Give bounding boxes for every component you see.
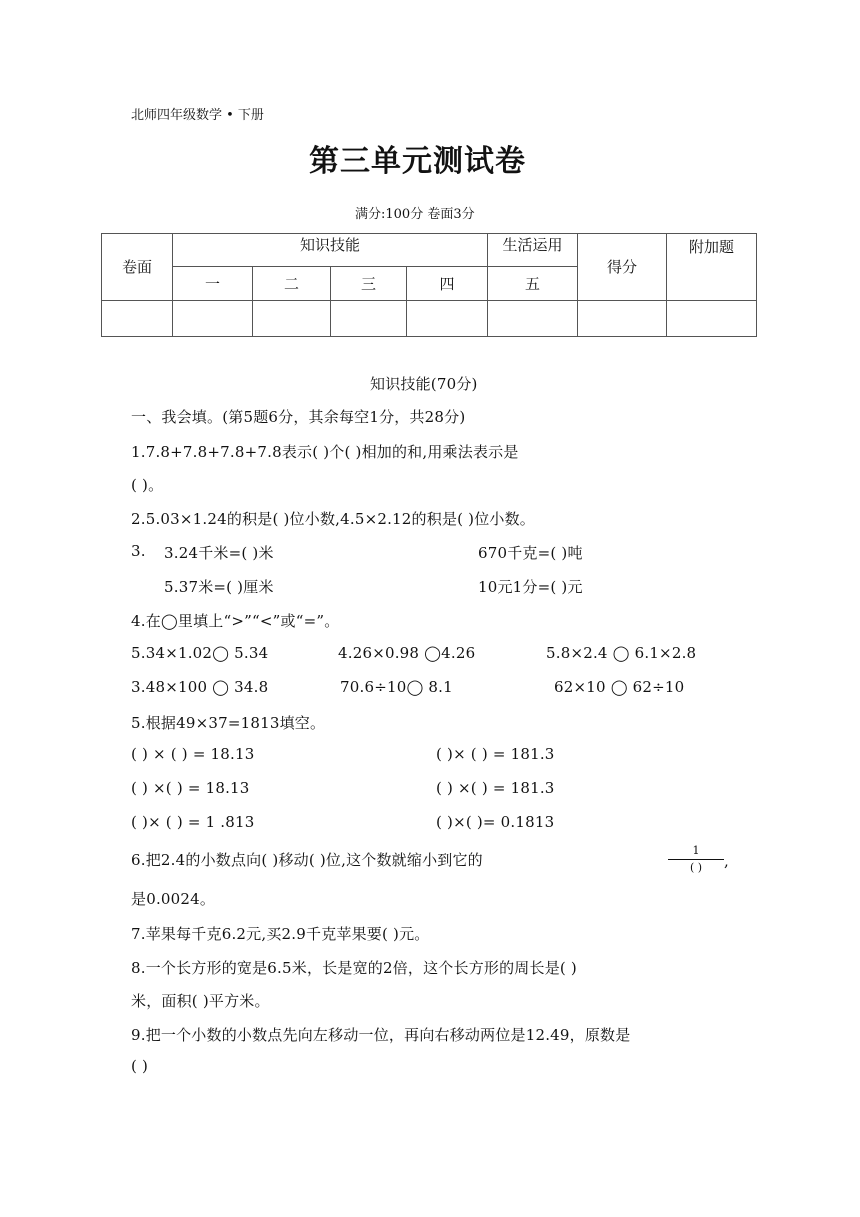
question-5f: ( )×( )= 0.1813 <box>436 813 555 831</box>
section-title: 知识技能(70分) <box>370 375 478 393</box>
score-cell[interactable] <box>407 300 488 336</box>
question-6-line-2: 是0.0024。 <box>131 890 216 908</box>
score-col-4: 四 <box>407 267 488 300</box>
question-4b: 4.26×0.98 ◯4.26 <box>338 644 476 662</box>
question-7: 7.苹果每千克6.2元,买2.9千克苹果要( )元。 <box>131 925 430 943</box>
question-5b: ( )× ( ) = 181.3 <box>436 745 555 763</box>
score-header-zhishi: 知识技能 <box>173 234 488 267</box>
question-4e: 70.6÷10◯ 8.1 <box>340 678 453 696</box>
score-table <box>101 233 757 337</box>
fraction-numerator: 1 <box>692 844 700 857</box>
score-header-shenghuo: 生活运用 <box>488 234 578 267</box>
part-heading: 一、我会填。(第5题6分，其余每空1分，共28分) <box>131 408 466 426</box>
question-1-line-2: ( )。 <box>131 476 164 494</box>
question-4d: 3.48×100 ◯ 34.8 <box>131 678 269 696</box>
score-header-juanmian: 卷面 <box>102 234 173 301</box>
score-cell[interactable] <box>173 300 253 336</box>
question-4c: 5.8×2.4 ◯ 6.1×2.8 <box>546 644 697 662</box>
question-9-line-2: ( ) <box>131 1057 149 1075</box>
question-5d: ( ) ×( ) = 181.3 <box>436 779 555 797</box>
score-cell[interactable] <box>488 300 578 336</box>
score-cell[interactable] <box>667 300 757 336</box>
question-6-fraction <box>668 844 724 874</box>
score-col-3: 三 <box>331 267 407 300</box>
score-info: 满分:100分 卷面3分 <box>355 207 475 222</box>
question-4: 4.在◯里填上“>”“<”或“=”。 <box>131 612 340 630</box>
page-title: 第三单元测试卷 <box>309 144 526 179</box>
fraction-denominator: ( ) <box>689 861 703 874</box>
series-label: 北师四年级数学 • 下册 <box>131 108 264 123</box>
question-8-line-1: 8.一个长方形的宽是6.5米，长是宽的2倍，这个长方形的周长是( ) <box>131 959 577 977</box>
fraction-bar <box>668 859 724 860</box>
question-3c: 5.37米=( )厘米 <box>164 578 274 596</box>
question-5e: ( )× ( ) = 1 .813 <box>131 813 255 831</box>
score-col-5: 五 <box>488 267 578 300</box>
question-5a: ( ) × ( ) = 18.13 <box>131 745 255 763</box>
question-4a: 5.34×1.02◯ 5.34 <box>131 644 269 662</box>
question-8-line-2: 米，面积( )平方米。 <box>131 992 270 1010</box>
question-1-line-1: 1.7.8+7.8+7.8+7.8表示( )个( )相加的和,用乘法表示是 <box>131 443 519 461</box>
question-9-line-1: 9.把一个小数的小数点先向左移动一位，再向右移动两位是12.49，原数是 <box>131 1026 631 1044</box>
score-header-fujia: 附加题 <box>667 234 757 301</box>
score-header-defen: 得分 <box>578 234 667 301</box>
question-5: 5.根据49×37=1813填空。 <box>131 714 326 732</box>
score-cell[interactable] <box>331 300 407 336</box>
question-5c: ( ) ×( ) = 18.13 <box>131 779 250 797</box>
question-3a: 3.24千米=( )米 <box>164 544 274 562</box>
score-col-1: 一 <box>173 267 253 300</box>
question-3d: 10元1分=( )元 <box>478 578 583 596</box>
score-cell[interactable] <box>102 300 173 336</box>
question-3b: 670千克=( )吨 <box>478 544 583 562</box>
question-4f: 62×10 ◯ 62÷10 <box>554 678 685 696</box>
question-2: 2.5.03×1.24的积是( )位小数,4.5×2.12的积是( )位小数。 <box>131 510 536 528</box>
question-6-line-1: 6.把2.4的小数点向( )移动( )位,这个数就缩小到它的 <box>131 851 483 869</box>
question-3-number: 3. <box>131 542 146 560</box>
question-6-comma: , <box>724 852 729 870</box>
score-cell[interactable] <box>578 300 667 336</box>
score-cell[interactable] <box>253 300 331 336</box>
score-col-2: 二 <box>253 267 331 300</box>
